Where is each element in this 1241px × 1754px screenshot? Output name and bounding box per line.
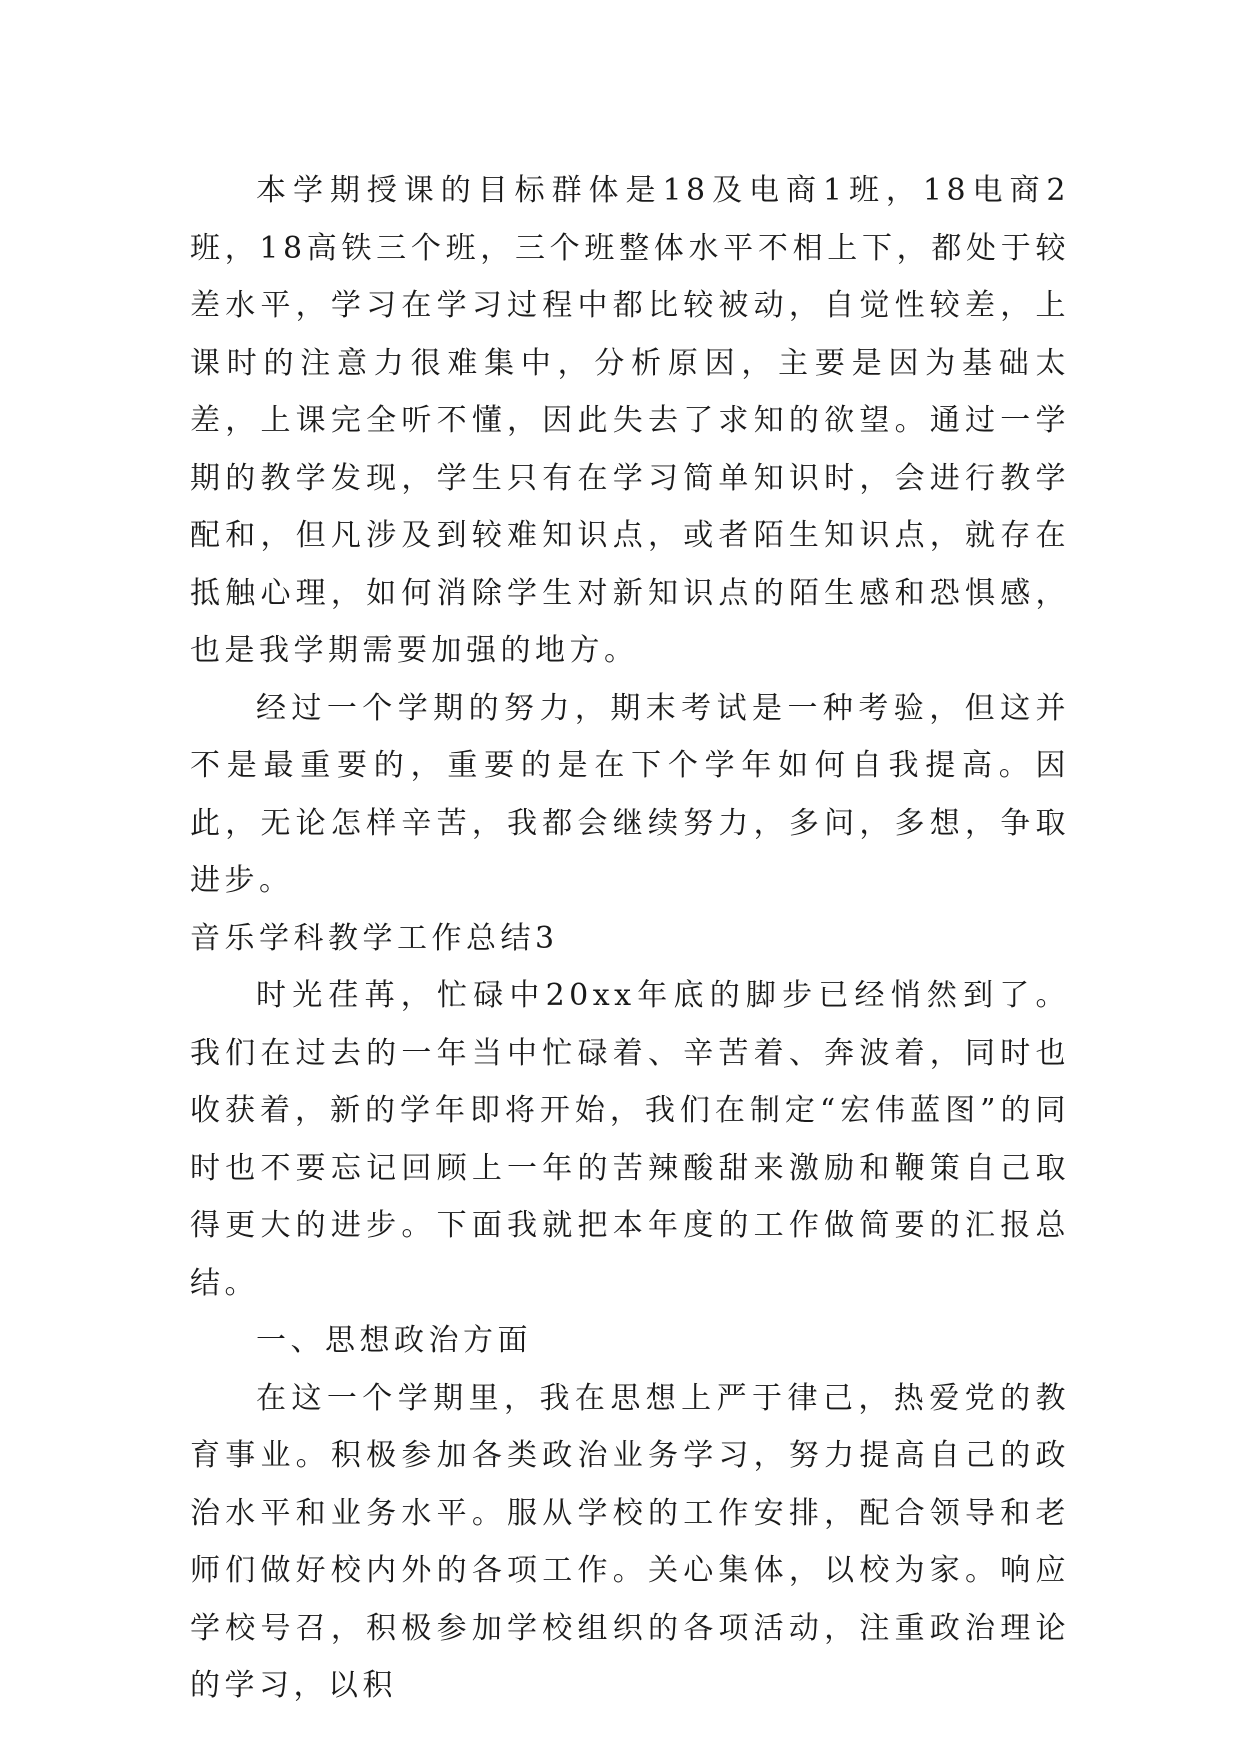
paragraph-semester-effort: 经过一个学期的努力，期末考试是一种考验，但这并不是最重要的，重要的是在下个学年如何自我提高。因此，无论怎样辛苦，我都会继续努力，多问，多想，争取进步。 [190, 690, 1070, 898]
paragraph-year-review: 时光荏苒，忙碌中20xx年底的脚步已经悄然到了。我们在过去的一年当中忙碌着、辛苦着、奔波着，同时也收获着，新的学年即将开始，我们在制定“宏伟蓝图”的同时也不要忘记回顾上一年的苦辣酸甜来激励和鞭策自己取得更大的进步。下面我就把本年度的工作做简要的汇报总结。 [190, 978, 1070, 1301]
subsection-title-ideology: 一、思想政治方面 [256, 1323, 532, 1358]
section-title: 音乐学科教学工作总结3 [190, 920, 559, 956]
paragraph-student-analysis: 本学期授课的目标群体是18及电商1班，18电商2班，18高铁三个班，三个班整体水平不相上下，都处于较差水平，学习在学习过程中都比较被动，自觉性较差，上课时的注意力很难集中，分析原因，主要是因为基础太差，上课完全听不懂，因此失去了求知的欲望。通过一学期的教学发现，学生只有在学习简单知识时，会进行教学配和，但凡涉及到较难知识点，或者陌生知识点，就存在抵触心理，如何消除学生对新知识点的陌生感和恐惧感，也是我学期需要加强的地方。 [190, 173, 1070, 668]
document-body [190, 162, 1070, 1715]
paragraph-ideology: 在这一个学期里，我在思想上严于律己，热爱党的教育事业。积极参加各类政治业务学习，努力提高自己的政治水平和业务水平。服从学校的工作安排，配合领导和老师们做好校内外的各项工作。关心集体，以校为家。响应学校号召，积极参加学校组织的各项活动，注重政治理论的学习，以积 [190, 1380, 1070, 1703]
